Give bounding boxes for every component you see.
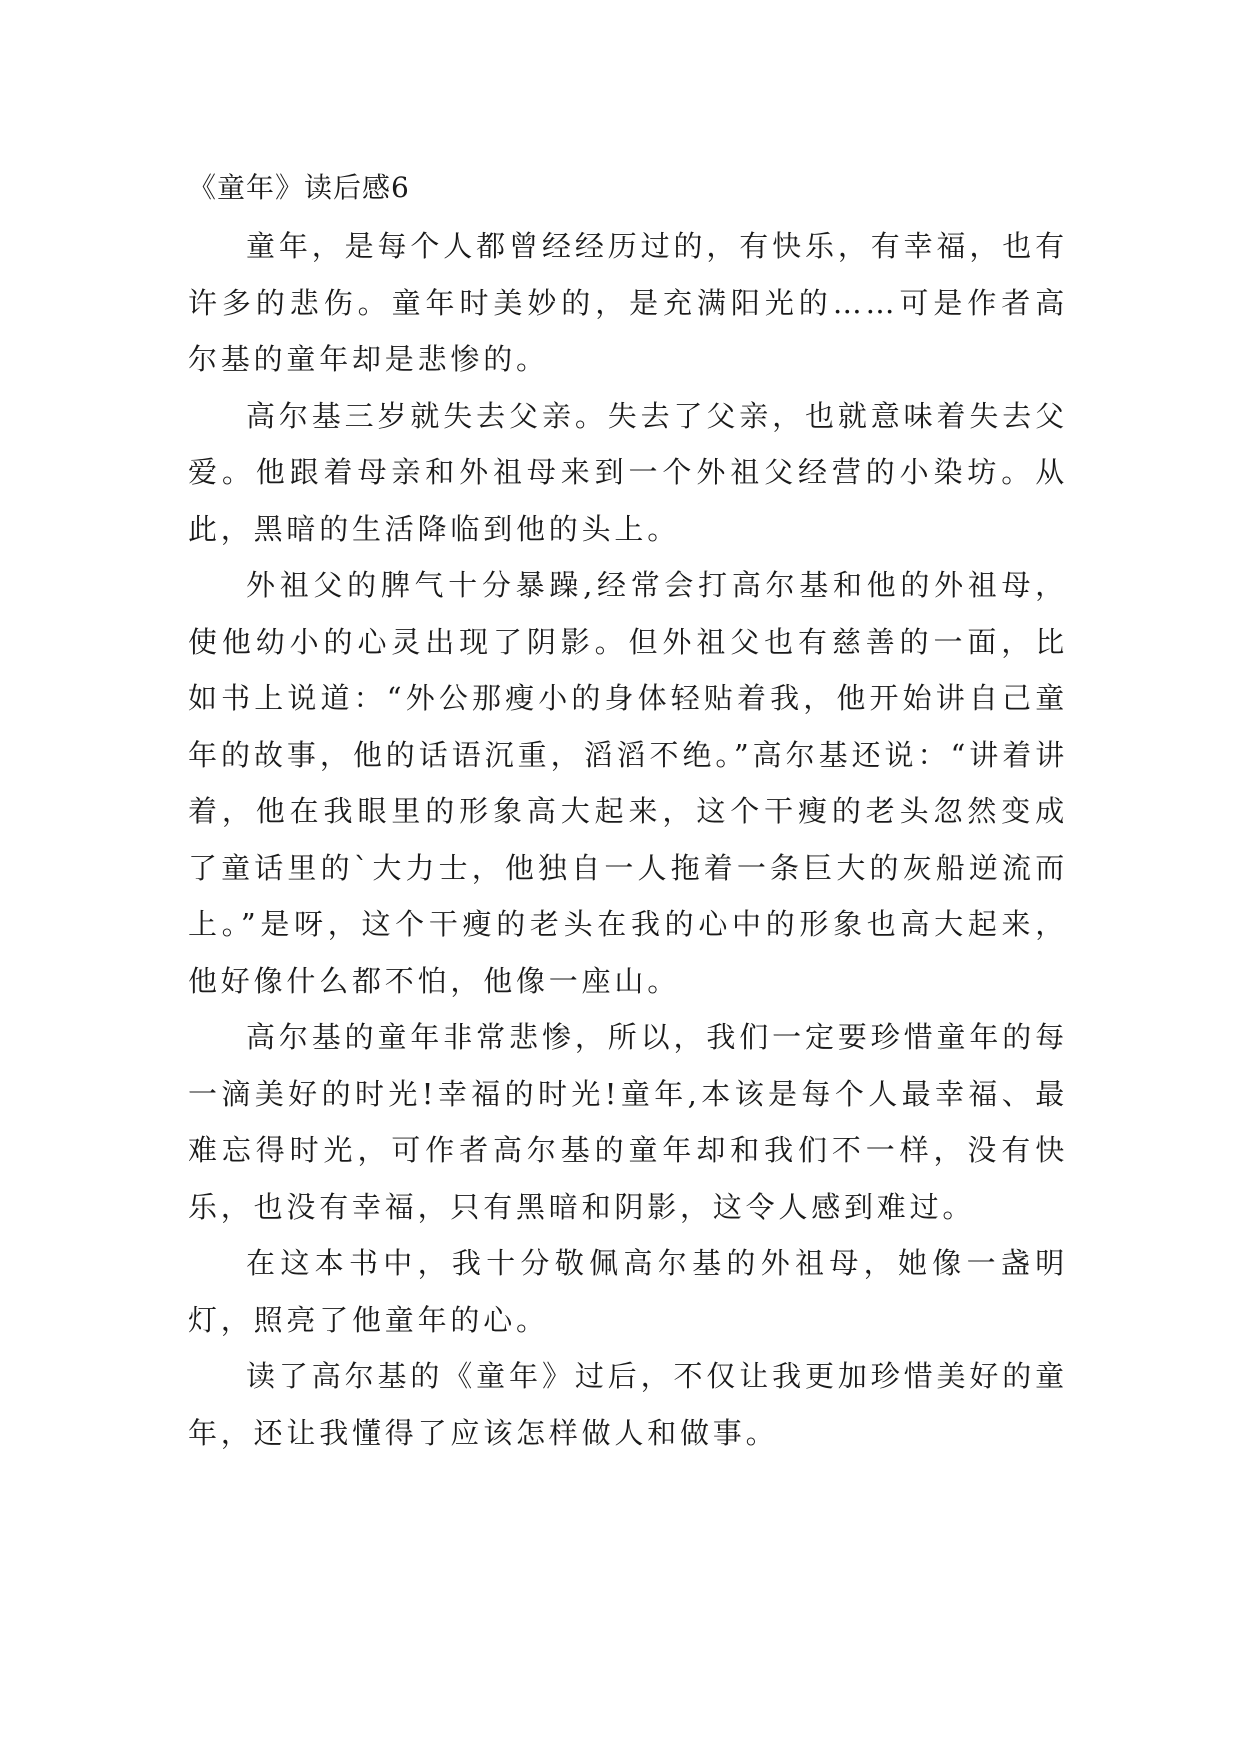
paragraph-4: 高尔基的童年非常悲惨，所以，我们一定要珍惜童年的每一滴美好的时光!幸福的时光!童年,本该是每个人最幸福、最难忘得时光，可作者高尔基的童年却和我们不一样，没有快乐，也没有幸福，只有黑暗和阴影，这令人感到难过。 [188,1020,1068,1224]
paragraph-1: 童年，是每个人都曾经经历过的，有快乐，有幸福，也有许多的悲伤。童年时美妙的，是充满阳光的……可是作者高尔基的童年却是悲惨的。 [188,229,1068,376]
paragraph-5: 在这本书中，我十分敬佩高尔基的外祖母，她像一盏明灯，照亮了他童年的心。 [188,1246,1068,1337]
paragraph-6: 读了高尔基的《童年》过后，不仅让我更加珍惜美好的童年，还让我懂得了应该怎样做人和做事。 [188,1359,1068,1450]
document-page [188,160,1068,1461]
paragraph-3: 外祖父的脾气十分暴躁,经常会打高尔基和他的外祖母，使他幼小的心灵出现了阴影。但外祖父也有慈善的一面，比如书上说道：“外公那瘦小的身体轻贴着我，他开始讲自己童年的故事，他的话语沉重，滔滔不绝。”高尔基还说：“讲着讲着，他在我眼里的形象高大起来，这个干瘦的老头忽然变成了童话里的`大力士，他独自一人拖着一条巨大的灰船逆流而上。”是呀，这个干瘦的老头在我的心中的形象也高大起来，他好像什么都不怕，他像一座山。 [188,568,1068,998]
document-title: 《童年》读后感6 [188,171,410,204]
paragraph-2: 高尔基三岁就失去父亲。失去了父亲，也就意味着失去父爱。他跟着母亲和外祖母来到一个外祖父经营的小染坊。从此，黑暗的生活降临到他的头上。 [188,398,1068,546]
